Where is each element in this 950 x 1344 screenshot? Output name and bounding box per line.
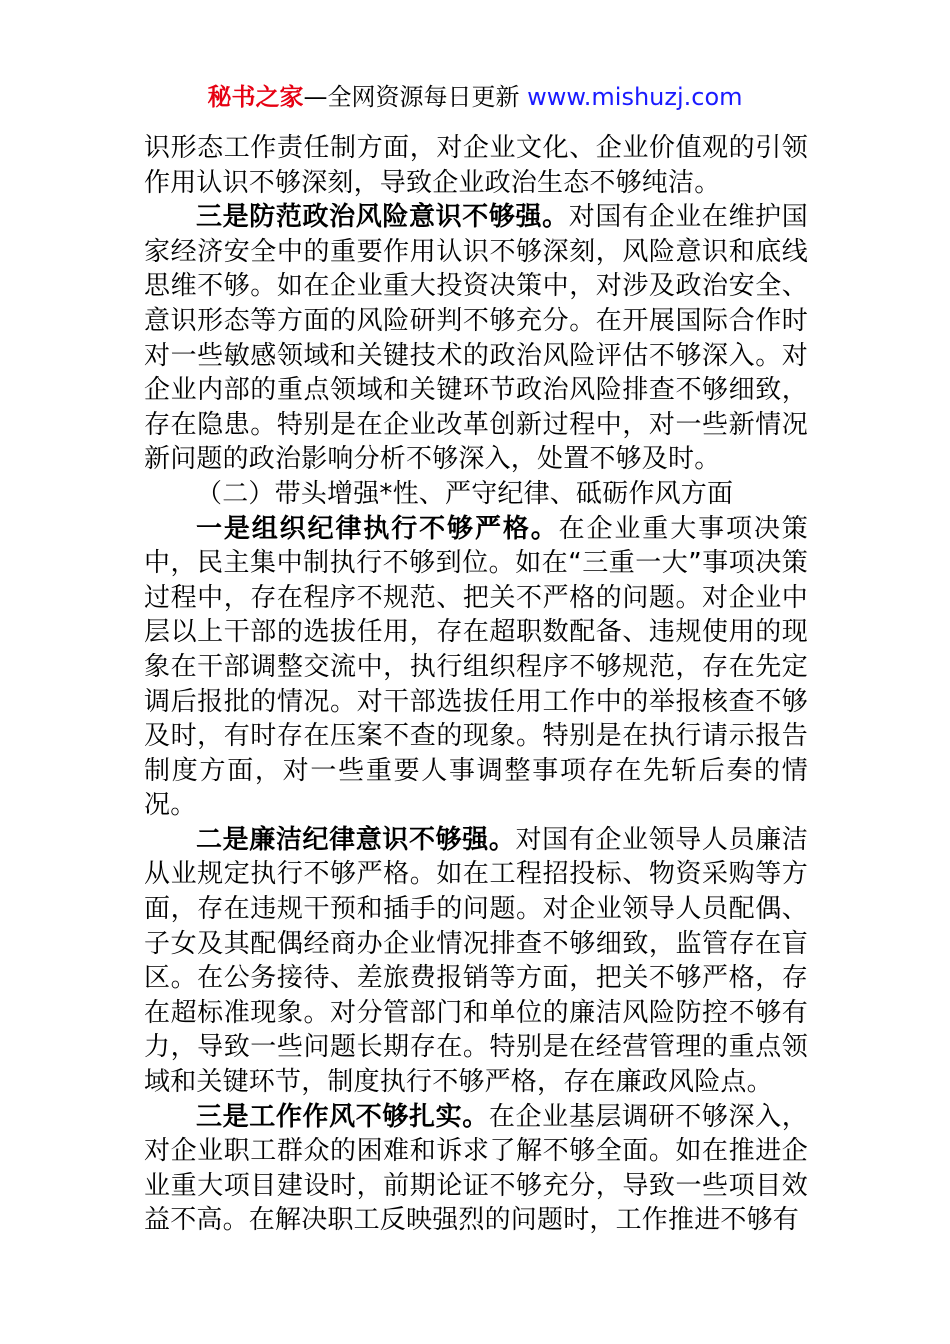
paragraph-lead: 一是组织纪律执行不够严格。 [196,513,559,544]
section-heading: （二）带头增强*性、严守纪律、砥砺作风方面 [196,478,734,509]
paragraph-text: 在企业重大事项决策中，民主集中制执行不够到位。如在“三重一大”事项决策过程中，存在程序不规范、把关不严格的问题。对企业中层以上干部的选拔任用，存在超职数配备、违规使用的现象在干部调整交流中，执行组织程序不够规范，存在先定调后报批的情况。对干部选拔任用工作中的举报核查不够及时，有时存在压案不查的现象。特别是在执行请示报告制度方面，对一些重要人事调整事项存在先斩后奏的情况。 [144,513,808,821]
paragraph-lead: 三是防范政治风险意识不够强。 [196,202,569,233]
paragraph-political-risk [144,200,808,477]
paragraph-organizational-discipline [144,512,808,823]
paragraph-text: 识形态工作责任制方面，对企业文化、企业价值观的引领作用认识不够深刻，导致企业政治生态不够纯洁。 [144,133,808,198]
paragraph-text: 对国有企业领导人员廉洁从业规定执行不够严格。如在工程招投标、物资采购等方面，存在违规干预和插手的问题。对企业领导人员配偶、子女及其配偶经商办企业情况排查不够细致，监管存在盲区。在公务接待、差旅费报销等方面，把关不够严格，存在超标准现象。对分管部门和单位的廉洁风险防控不够有力，导致一些问题长期存在。特别是在经营管理的重点领域和关键环节，制度执行不够严格，存在廉政风险点。 [144,824,809,1098]
site-brand: 秘书之家 [207,83,304,111]
site-slogan: —全网资源每日更新 [303,83,528,111]
page-header [0,80,950,114]
paragraph-continuation [144,131,808,200]
paragraph-text: 在企业基层调研不够深入，对企业职工群众的困难和诉求了解不够全面。如在推进企业重大项目建设时，前期论证不够充分，导致一些项目效益不高。在解决职工反映强烈的问题时，工作推进不够有 [144,1101,809,1236]
paragraph-integrity-discipline [144,823,808,1100]
site-url[interactable]: www.mishuzj.com [527,83,743,111]
paragraph-work-style [144,1100,808,1238]
document-body [144,131,808,1238]
paragraph-lead: 二是廉洁纪律意识不够强。 [196,824,516,855]
paragraph-lead: 三是工作作风不够扎实。 [196,1101,489,1132]
paragraph-text: 对国有企业在维护国家经济安全中的重要作用认识不够深刻，风险意识和底线思维不够。如在企业重大投资决策中，对涉及政治安全、意识形态等方面的风险研判不够充分。在开展国际合作时对一些敏感领域和关键技术的政治风险评估不够深入。对企业内部的重点领域和关键环节政治风险排查不够细致，存在隐患。特别是在企业改革创新过程中，对一些新情况新问题的政治影响分析不够深入，处置不够及时。 [144,202,808,475]
